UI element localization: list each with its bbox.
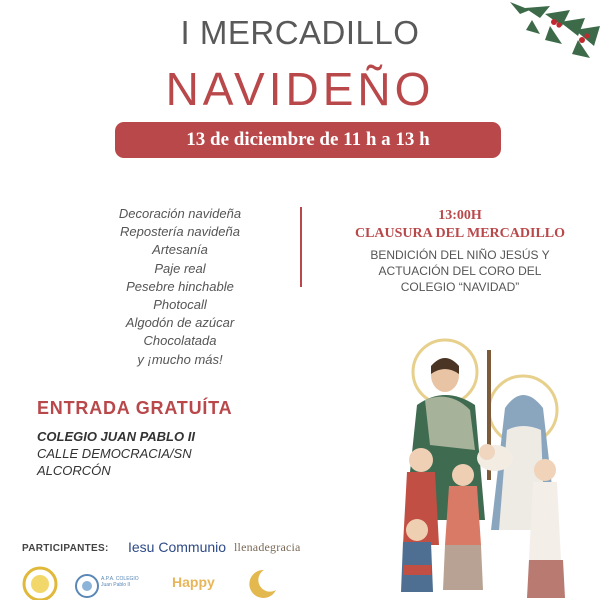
activities-list — [70, 205, 290, 369]
apa-badge-icon — [75, 574, 99, 598]
activity-item: Paje real — [154, 260, 206, 276]
closing-desc-line: ACTUACIÓN DEL CORO DEL — [378, 264, 542, 278]
child-sweater — [445, 486, 481, 545]
child-head — [534, 459, 556, 481]
child-head — [409, 448, 433, 472]
poster-title-line1: I MERCADILLO — [180, 14, 420, 51]
child-skirt — [527, 560, 565, 598]
closing-desc-line: BENDICIÓN DEL NIÑO JESÚS Y — [370, 248, 550, 262]
vertical-divider — [300, 207, 302, 287]
child-head — [452, 464, 474, 486]
iesu-communio-logo: Iesu Communio — [128, 539, 227, 555]
child-stripe — [403, 565, 431, 575]
activity-item: y ¡mucho más! — [137, 351, 223, 367]
apa-logo — [75, 572, 137, 600]
participants-label: PARTICIPANTES: — [22, 543, 109, 554]
child-skirt — [443, 545, 483, 590]
apa-text: Juan Pablo II — [101, 582, 131, 588]
entrance-title: ENTRADA GRATUÍTA — [37, 398, 233, 418]
date-text: 13 de diciembre de 11 h a 13 h — [186, 129, 430, 150]
baby-head — [479, 444, 495, 460]
closing-title: CLAUSURA DEL MERCADILLO — [354, 226, 566, 241]
school-name: COLEGIO JUAN PABLO II — [37, 429, 195, 444]
happy-logo: Happy — [172, 574, 215, 590]
date-banner — [115, 122, 501, 158]
city: ALCORCÓN — [37, 463, 111, 478]
child-head — [406, 519, 428, 541]
activity-item: Photocall — [153, 297, 207, 313]
venue-address — [37, 428, 195, 479]
apa-text: A.P.A. COLEGIO — [101, 576, 139, 582]
moon-cat-logo-icon — [246, 568, 280, 600]
closing-time: 13:00H — [438, 208, 482, 223]
activity-item: Algodón de azúcar — [125, 315, 235, 331]
activity-item: Artesanía — [152, 242, 208, 258]
activity-item: Chocolatada — [143, 333, 217, 349]
activity-item: Decoración navideña — [118, 206, 242, 221]
closing-desc-line: COLEGIO “NAVIDAD” — [400, 280, 520, 294]
closing-block — [330, 207, 590, 295]
holy-family-illustration — [395, 330, 600, 600]
child-dress — [529, 482, 561, 560]
activity-item: Pesebre hinchable — [126, 278, 234, 294]
street-address: CALLE DEMOCRACIA/SN — [37, 446, 192, 461]
closing-description — [330, 247, 590, 295]
sunflower-logo-icon — [20, 564, 60, 600]
poster-title-line2: NAVIDEÑO — [165, 63, 435, 115]
llenadegracia-logo: llenadegracia — [234, 540, 301, 554]
activity-item: Repostería navideña — [120, 224, 240, 240]
